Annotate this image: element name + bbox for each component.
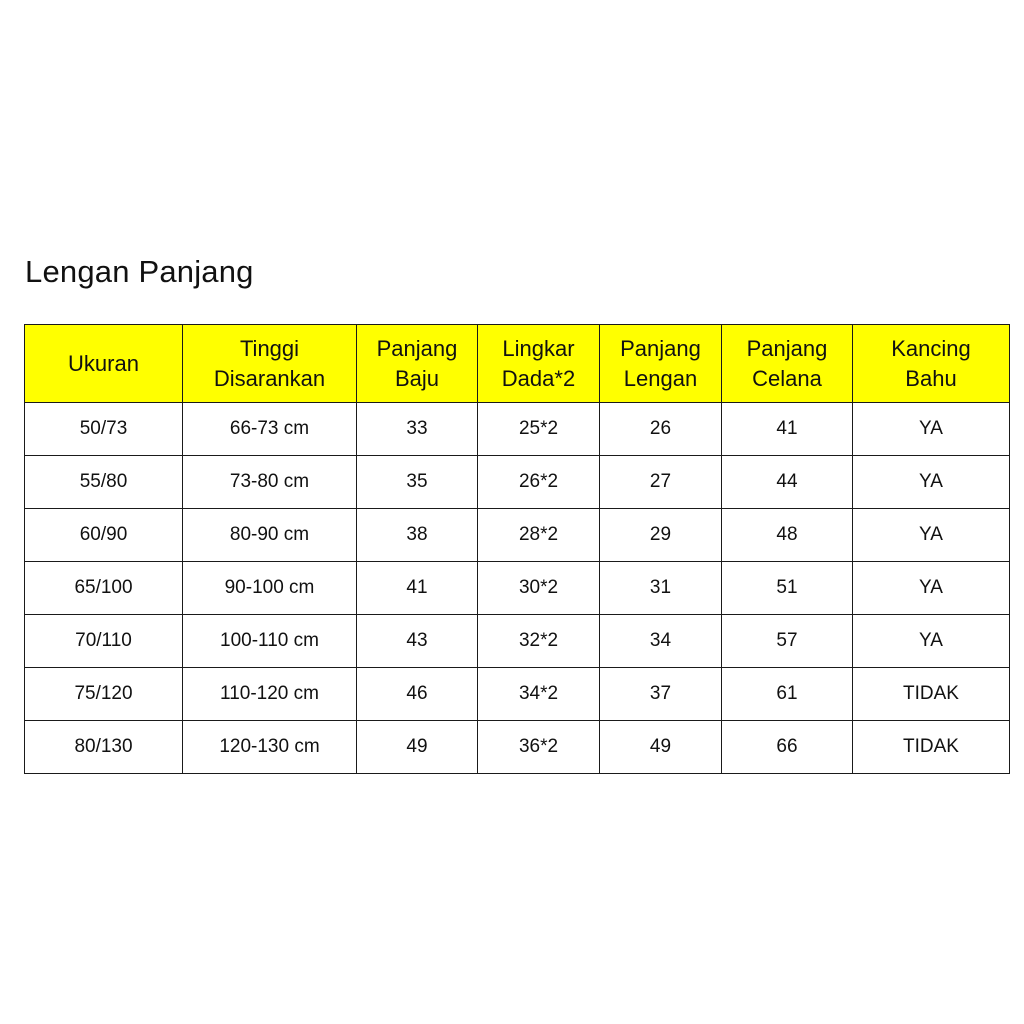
cell-ukuran: 65/100	[25, 562, 183, 615]
table-row	[25, 721, 1010, 774]
cell-kancing-bahu: TIDAK	[853, 721, 1010, 774]
cell-tinggi: 110-120 cm	[183, 668, 357, 721]
table-row	[25, 562, 1010, 615]
cell-kancing-bahu: YA	[853, 615, 1010, 668]
cell-lingkar-dada: 25*2	[478, 403, 600, 456]
header-panjang-celana: Panjang Celana	[722, 325, 853, 403]
header-lingkar-dada: Lingkar Dada*2	[478, 325, 600, 403]
cell-kancing-bahu: YA	[853, 509, 1010, 562]
header-panjang-baju: Panjang Baju	[357, 325, 478, 403]
cell-ukuran: 75/120	[25, 668, 183, 721]
table-row	[25, 456, 1010, 509]
cell-lingkar-dada: 26*2	[478, 456, 600, 509]
header-kancing-bahu: Kancing Bahu	[853, 325, 1010, 403]
header-row	[25, 325, 1010, 403]
cell-panjang-lengan: 49	[600, 721, 722, 774]
header-panjang-lengan: Panjang Lengan	[600, 325, 722, 403]
header-tinggi-disarankan: Tinggi Disarankan	[183, 325, 357, 403]
cell-panjang-lengan: 37	[600, 668, 722, 721]
cell-ukuran: 70/110	[25, 615, 183, 668]
cell-lingkar-dada: 34*2	[478, 668, 600, 721]
cell-panjang-celana: 51	[722, 562, 853, 615]
cell-kancing-bahu: YA	[853, 403, 1010, 456]
cell-tinggi: 120-130 cm	[183, 721, 357, 774]
cell-lingkar-dada: 32*2	[478, 615, 600, 668]
header-ukuran: Ukuran	[25, 325, 183, 403]
cell-tinggi: 73-80 cm	[183, 456, 357, 509]
cell-lingkar-dada: 36*2	[478, 721, 600, 774]
cell-panjang-baju: 46	[357, 668, 478, 721]
cell-ukuran: 60/90	[25, 509, 183, 562]
cell-kancing-bahu: YA	[853, 562, 1010, 615]
cell-ukuran: 55/80	[25, 456, 183, 509]
cell-panjang-celana: 41	[722, 403, 853, 456]
cell-panjang-celana: 44	[722, 456, 853, 509]
size-chart-table	[24, 324, 1010, 774]
cell-panjang-lengan: 31	[600, 562, 722, 615]
cell-tinggi: 80-90 cm	[183, 509, 357, 562]
cell-panjang-lengan: 29	[600, 509, 722, 562]
cell-ukuran: 80/130	[25, 721, 183, 774]
cell-panjang-celana: 57	[722, 615, 853, 668]
cell-lingkar-dada: 30*2	[478, 562, 600, 615]
cell-kancing-bahu: YA	[853, 456, 1010, 509]
cell-ukuran: 50/73	[25, 403, 183, 456]
table-row	[25, 509, 1010, 562]
cell-panjang-celana: 48	[722, 509, 853, 562]
cell-panjang-celana: 61	[722, 668, 853, 721]
cell-panjang-baju: 33	[357, 403, 478, 456]
table-row	[25, 615, 1010, 668]
cell-panjang-lengan: 34	[600, 615, 722, 668]
table-row	[25, 668, 1010, 721]
cell-lingkar-dada: 28*2	[478, 509, 600, 562]
cell-panjang-baju: 35	[357, 456, 478, 509]
cell-panjang-baju: 43	[357, 615, 478, 668]
cell-panjang-celana: 66	[722, 721, 853, 774]
page-title: Lengan Panjang	[25, 254, 254, 289]
cell-panjang-baju: 41	[357, 562, 478, 615]
cell-tinggi: 100-110 cm	[183, 615, 357, 668]
cell-panjang-lengan: 27	[600, 456, 722, 509]
table-row	[25, 403, 1010, 456]
cell-tinggi: 90-100 cm	[183, 562, 357, 615]
cell-kancing-bahu: TIDAK	[853, 668, 1010, 721]
cell-panjang-lengan: 26	[600, 403, 722, 456]
cell-panjang-baju: 38	[357, 509, 478, 562]
cell-panjang-baju: 49	[357, 721, 478, 774]
cell-tinggi: 66-73 cm	[183, 403, 357, 456]
